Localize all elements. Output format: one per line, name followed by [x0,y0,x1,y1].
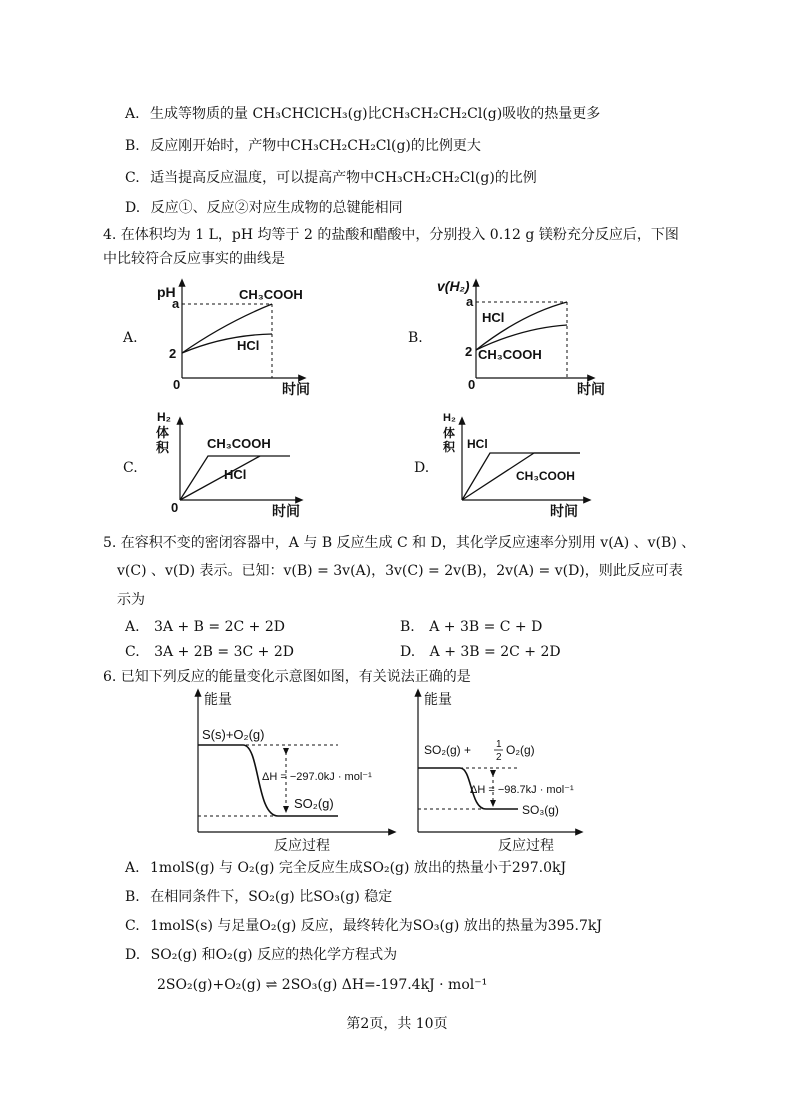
tick-a: a [172,296,180,311]
q4-label-b: B. [408,330,423,346]
y-axis-label-ji: 积 [156,440,170,455]
q4-label-d: D. [414,460,430,476]
dh-label: ΔH = −297.0kJ · mol⁻¹ [262,771,372,783]
tick-2: 2 [465,344,473,359]
curve-hcl [180,456,260,500]
q6-stem: 6. 已知下列反应的能量变化示意图如图，有关说法正确的是 [103,669,471,685]
q3-option-b: B. 反应刚开始时，产物中CH₃CH₂CH₂Cl(g)的比例更大 [125,138,481,154]
tick-2: 2 [169,346,177,361]
graph-b [432,278,617,400]
label-ch3cooh: CH₃COOH [516,469,575,483]
q6-option-b: B. 在相同条件下，SO₂(g) 比SO₃(g) 稳定 [125,889,393,905]
page-footer: 第2页，共 10页 [346,1016,448,1032]
x-axis-label: 反应过程 [274,837,330,853]
q3-option-d: D. 反应①、反应②对应生成物的总键能相同 [125,200,403,216]
origin: 0 [171,500,179,515]
label-ch3cooh: CH₃COOH [478,347,542,362]
y-axis-label: 能量 [424,691,452,707]
q5-option-c: C. 3A + 2B = 3C + 2D [125,644,294,660]
q5-stem-line1: 5. 在容积不变的密闭容器中，A 与 B 反应生成 C 和 D，其化学反应速率分别用 v(A) 、v(B) 、 [103,535,696,551]
label-ch3cooh: CH₃COOH [207,436,271,451]
energy-diagram-left [188,690,398,852]
q4-label-a: A. [123,330,138,346]
label-hcl: HCl [467,437,488,451]
y-axis-label-h2: H₂ [157,410,171,424]
product-label: SO₃(g) [522,803,559,817]
y-axis-label: 能量 [204,691,232,707]
label-hcl: HCl [482,310,505,325]
origin: 0 [468,377,476,392]
x-axis-label: 时间 [577,381,605,397]
q3-option-c: C. 适当提高反应温度，可以提高产物中CH₃CH₂CH₂Cl(g)的比例 [125,170,537,186]
dh-label: ΔH = −98.7kJ · mol⁻¹ [470,784,574,796]
x-axis-label: 反应过程 [498,837,554,853]
y-axis-label-h2: H₂ [443,412,456,424]
q4-label-c: C. [123,460,138,476]
q4-stem-line2: 中比较符合反应事实的曲线是 [103,251,285,267]
half-denominator: 2 [496,752,502,763]
label-hcl: HCl [224,467,247,482]
q5-option-b: B. A + 3B = C + D [400,619,543,635]
reactant-label: S(s)+O₂(g) [202,727,265,742]
q5-stem-line3: 示为 [117,592,145,608]
reactant-label-a: SO₂(g) + [424,743,472,757]
y-axis-label: v(H₂) [437,278,470,294]
tick-a: a [466,294,474,309]
q5-stem-line2: v(C) 、v(D) 表示。已知：v(B) = 3v(A)，3v(C) = 2v(B)，2v(A) = v(D)，则此反应可表 [117,563,683,579]
graph-c [150,406,320,522]
y-axis-label: pH [157,284,176,300]
q4-stem-line1: 4. 在体积均为 1 L，pH 均等于 2 的盐酸和醋酸中，分别投入 0.12 g 镁粉充分反应后，下图 [103,227,679,243]
y-axis-label-ti: 体 [156,425,170,440]
q5-option-a: A. 3A + B = 2C + 2D [125,619,285,635]
reactant-label-b: O₂(g) [506,743,535,757]
label-hcl: HCl [237,338,260,353]
q6-option-c: C. 1molS(s) 与足量O₂(g) 反应，最终转化为SO₃(g) 放出的热量为395.7kJ [125,918,602,934]
y-axis-label-ti: 体 [443,426,456,440]
graph-d [440,406,610,522]
q6-equation: 2SO₂(g)+O₂(g) ⇌ 2SO₃(g) ΔH=-197.4kJ · mol⁻¹ [157,977,488,993]
x-axis-label: 时间 [282,381,310,397]
product-label: SO₂(g) [294,796,334,811]
label-ch3cooh: CH₃COOH [239,287,303,302]
q5-option-d: D. A + 3B = 2C + 2D [400,644,561,660]
q3-option-a: A. 生成等物质的量 CH₃CHClCH₃(g)比CH₃CH₂CH₂Cl(g)吸收的热量更多 [125,106,601,122]
q6-option-a: A. 1molS(g) 与 O₂(g) 完全反应生成SO₂(g) 放出的热量小于297.0kJ [125,860,567,876]
graph-a [145,278,320,400]
half-numerator: 1 [496,739,502,750]
energy-diagram-right [410,690,590,852]
x-axis-label: 时间 [550,503,578,519]
y-axis-label-ji: 积 [443,440,456,454]
origin: 0 [173,377,181,392]
x-axis-label: 时间 [272,503,300,519]
q6-option-d: D. SO₂(g) 和O₂(g) 反应的热化学方程式为 [125,947,398,963]
